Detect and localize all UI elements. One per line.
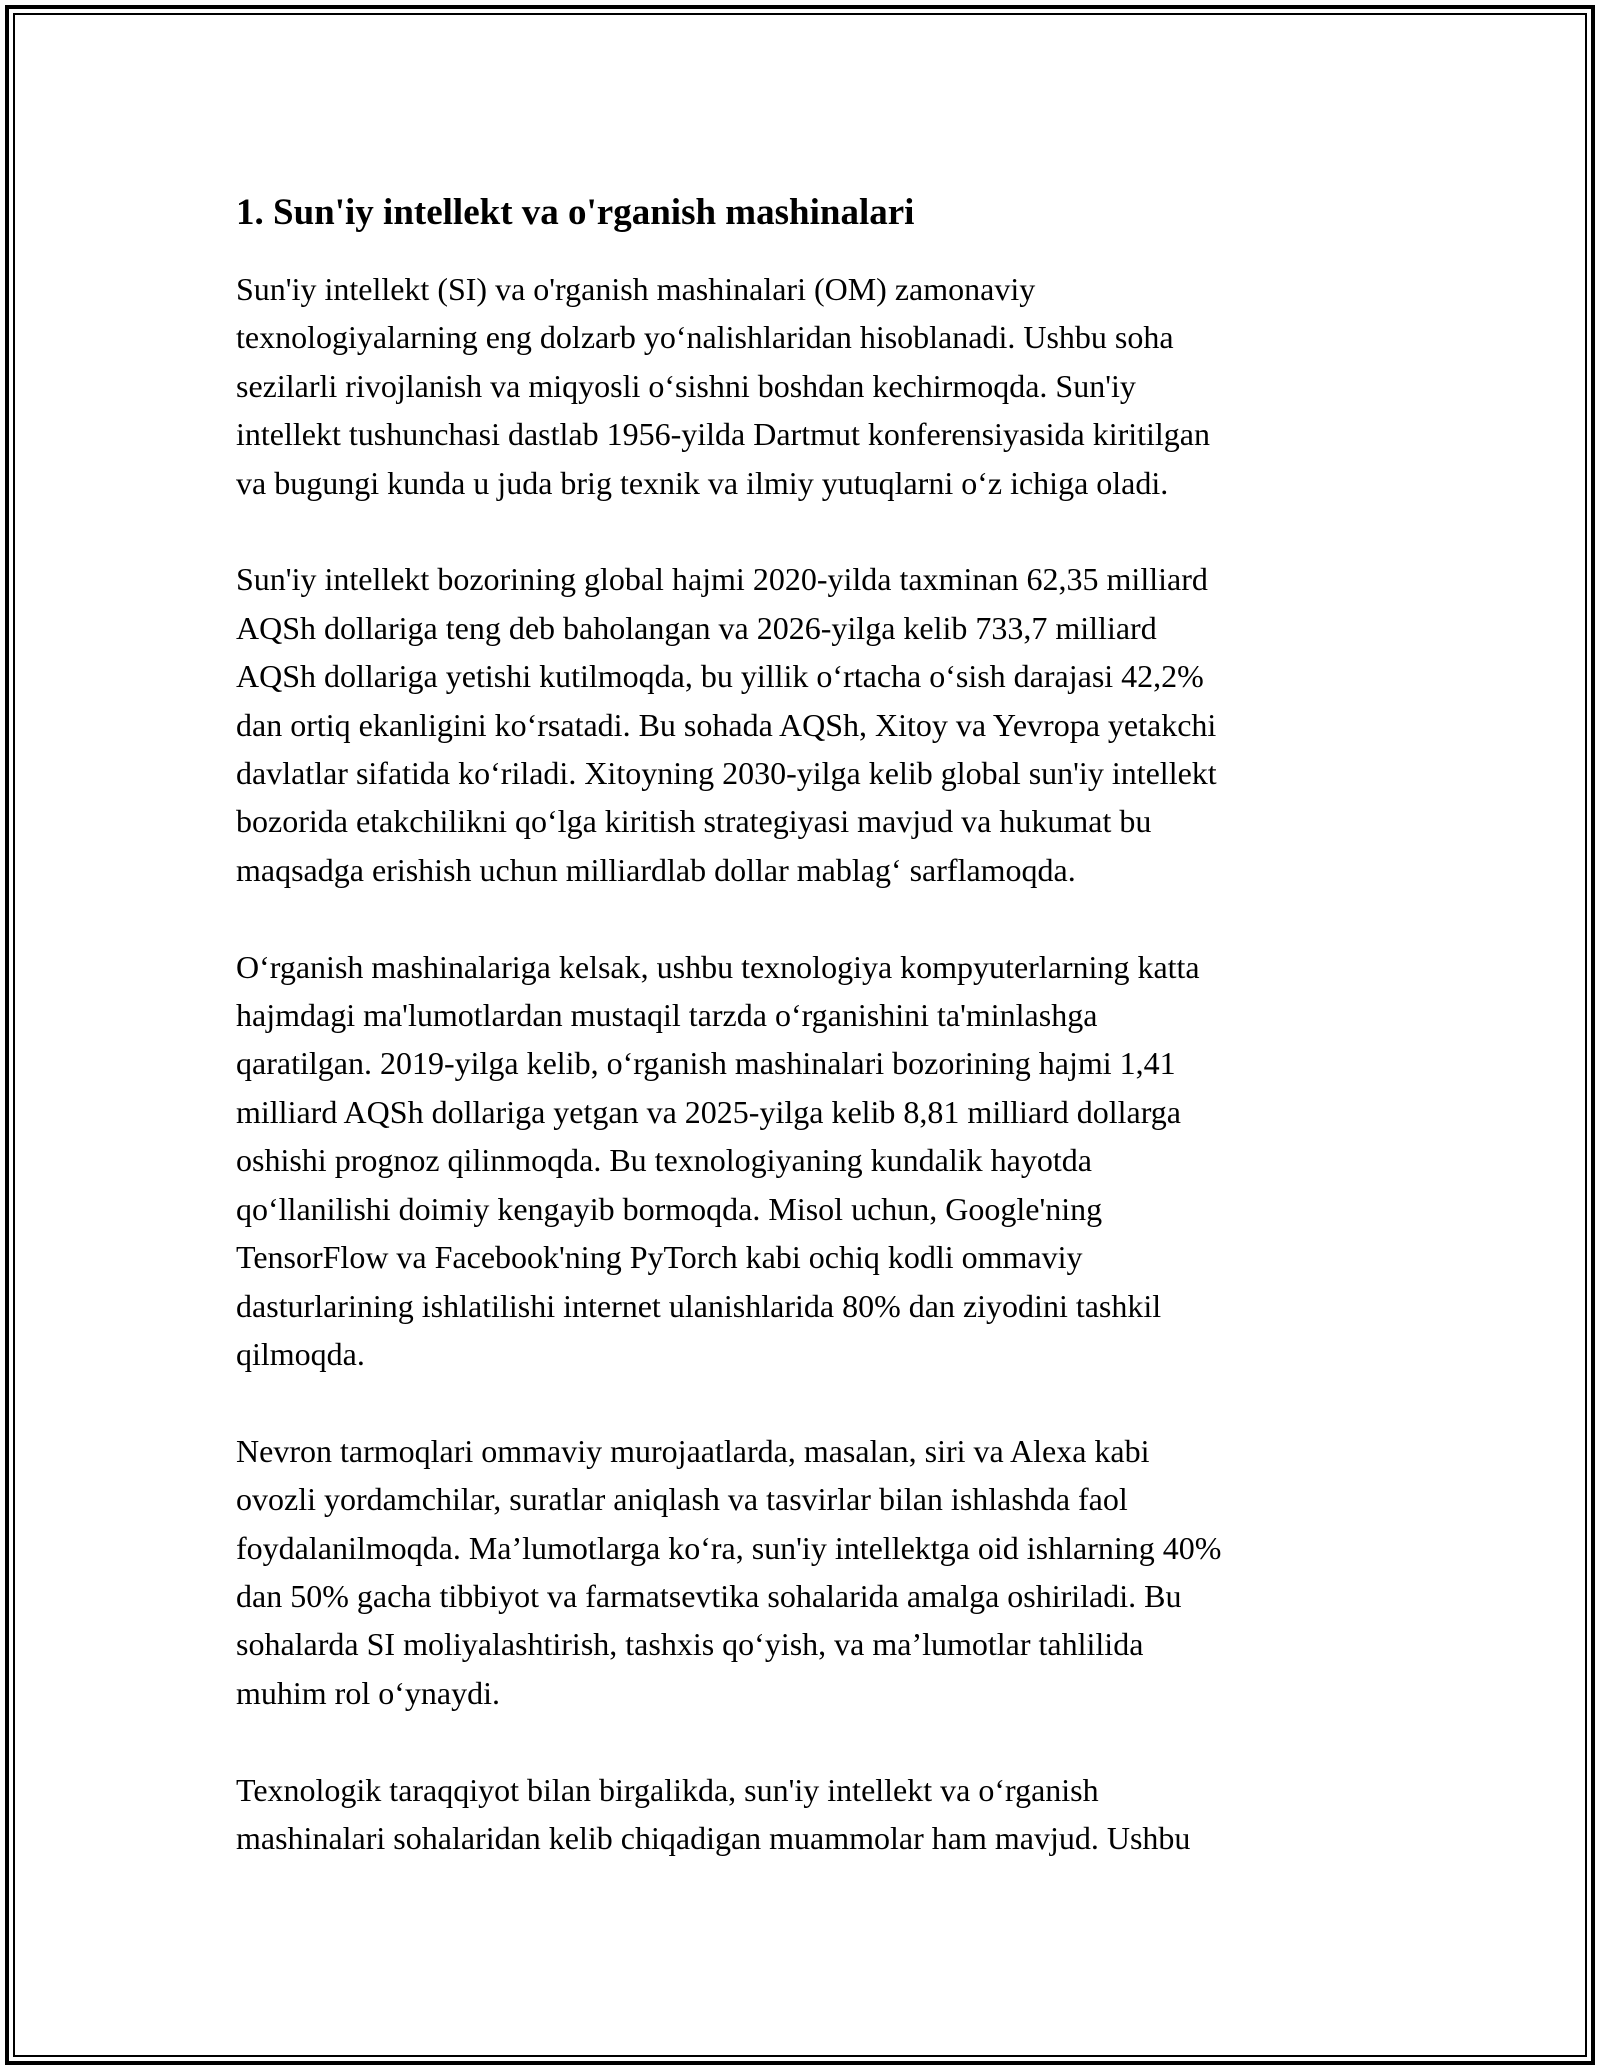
text-line: Sun'iy intellekt bozorining global hajmi 2020-yilda taxminan 62,35 milliard xyxy=(236,561,1208,598)
text-line: mashinalari sohalaridan kelib chiqadigan muammolar ham mavjud. Ushbu xyxy=(236,1819,1191,1856)
text-line: va bugungi kunda u juda brig texnik va ilmiy yutuqlarni o‘z ichiga oladi. xyxy=(236,464,1169,501)
text-line: dasturlarining ishlatilishi internet ulanishlarida 80% dan ziyodini tashkil xyxy=(236,1287,1162,1324)
paragraph-5 xyxy=(236,1766,1376,1863)
text-line: dan 50% gacha tibbiyot va farmatsevtika sohalarida amalga oshiriladi. Bu xyxy=(236,1577,1182,1614)
text-line: Texnologik taraqqiyot bilan birgalikda, sun'iy intellekt va o‘rganish xyxy=(236,1771,1099,1808)
text-line: Sun'iy intellekt (SI) va o'rganish mashinalari (OM) zamonaviy xyxy=(236,271,1036,307)
text-line: bozorida etakchilikni qo‘lga kiritish strategiyasi mavjud va hukumat bu xyxy=(236,803,1152,840)
text-line: qaratilgan. 2019-yilga kelib, o‘rganish mashinalari bozorining hajmi 1,41 xyxy=(236,1045,1176,1082)
text-line: foydalanilmoqda. Ma’lumotlarga ko‘ra, sun'iy intellektga oid ishlarning 40% xyxy=(236,1529,1222,1566)
text-line: milliard AQSh dollariga yetgan va 2025-yilga kelib 8,81 milliard dollarga xyxy=(236,1093,1181,1130)
section-heading: 1. Sun'iy intellekt va o'rganish mashinalari xyxy=(236,192,915,233)
text-line: qo‘llanilishi doimiy kengayib bormoqda. Misol uchun, Google'ning xyxy=(236,1190,1103,1227)
text-line: dan ortiq ekanligini ko‘rsatadi. Bu sohada AQSh, Xitoy va Yevropa yetakchi xyxy=(236,706,1217,743)
text-line: AQSh dollariga yetishi kutilmoqda, bu yillik o‘rtacha o‘sish darajasi 42,2% xyxy=(236,658,1204,695)
text-line: texnologiyalarning eng dolzarb yo‘nalishlaridan hisoblanadi. Ushbu soha xyxy=(236,319,1174,356)
text-line: Nevron tarmoqlari ommaviy murojaatlarda, masalan, siri va Alexa kabi xyxy=(236,1432,1150,1469)
paragraph-4 xyxy=(236,1427,1376,1717)
text-line: muhim rol o‘ynaydi. xyxy=(236,1674,500,1711)
document-body xyxy=(236,185,1376,1911)
text-line: intellekt tushunchasi dastlab 1956-yilda Dartmut konferensiyasida kiritilgan xyxy=(236,416,1210,453)
text-line: O‘rganish mashinalariga kelsak, ushbu texnologiya kompyuterlarning katta xyxy=(236,948,1200,985)
text-line: maqsadga erishish uchun milliardlab dollar mablag‘ sarflamoqda. xyxy=(236,851,1076,888)
text-line: davlatlar sifatida ko‘riladi. Xitoyning 2030-yilga kelib global sun'iy intellekt xyxy=(236,755,1217,792)
paragraph-1 xyxy=(236,265,1376,507)
paragraph-3 xyxy=(236,943,1376,1379)
paragraph-2 xyxy=(236,555,1376,894)
text-line: qilmoqda. xyxy=(236,1335,365,1372)
text-line: sohalarda SI moliyalashtirish, tashxis qo‘yish, va ma’lumotlar tahlilida xyxy=(236,1626,1144,1663)
text-line: sezilarli rivojlanish va miqyosli o‘sishni boshdan kechirmoqda. Sun'iy xyxy=(236,367,1136,404)
text-line: AQSh dollariga teng deb baholangan va 2026-yilga kelib 733,7 milliard xyxy=(236,609,1157,646)
text-line: TensorFlow va Facebook'ning PyTorch kabi ochiq kodli ommaviy xyxy=(236,1239,1083,1276)
text-line: oshishi prognoz qilinmoqda. Bu texnologiyaning kundalik hayotda xyxy=(236,1142,1092,1179)
text-line: hajmdagi ma'lumotlardan mustaqil tarzda o‘rganishini ta'minlashga xyxy=(236,997,1098,1034)
text-line: ovozli yordamchilar, suratlar aniqlash va tasvirlar bilan ishlashda faol xyxy=(236,1481,1128,1518)
